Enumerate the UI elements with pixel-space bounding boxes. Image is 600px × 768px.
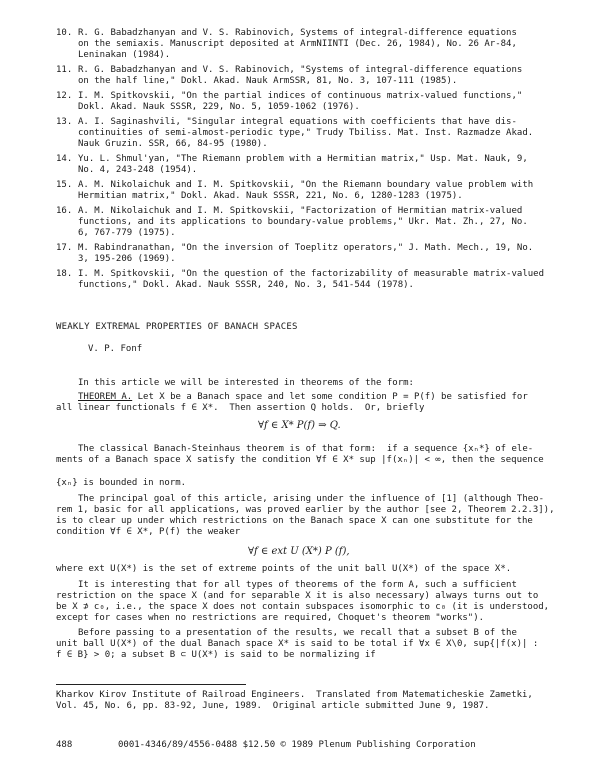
theorem-text: Let X be a Banach space and let some condition P = P(f) be satisfied for all linear functionals f ∈ X*. Then assertion Q holds. Or, briefly [56, 392, 528, 413]
reference-text: I. M. Spitkovskii, "On the partial indices of continuous matrix-valued functions," Dokl. Akad. Nauk SSSR, 229, No. 5, 1059-1062 (1976). [78, 91, 523, 112]
reference-text: I. M. Spitkovskii, "On the question of the factorizability of measurable matrix-valued functions," Dokl. Akad. Nauk SSSR, 240, No. 3, 541-544 (1978). [78, 269, 544, 290]
reference-text: A. M. Nikolaichuk and I. M. Spitkovskii, "Factorization of Hermitian matrix-valued functions, and its applications to boundary-value problems," Ukr. Mat. Zh., 27, No. 6, 767-779 (1975). [78, 206, 528, 238]
paragraph-restriction: It is interesting that for all types of theorems of the form A, such a sufficient restriction on the space X (and for separable X it is also necessary) always turns out to be X ⊅ c₀, i.e., the space X does not contain subspaces isomorphic to c₀ (it is understood, except for cases when no restrictions are required, Choquet's theorem "works"). [56, 580, 550, 623]
paragraph-extreme-points: where ext U(X*) is the set of extreme points of the unit ball U(X*) of the space X*. [56, 564, 512, 574]
theorem-a [56, 392, 576, 414]
copyright-line: 0001-4346/89/4556-0488 $12.50 © 1989 Plenum Publishing Corporation [118, 740, 476, 750]
reference-text: A. I. Saginashvili, "Singular integral equations with coefficients that have dis- continuities of semi-almost-periodic type," Trudy Tbiliss. Mat. Inst. Razmadze Akad. Nauk Gruzin. SSR, 66, 84-95 (1980). [78, 117, 534, 149]
reference-item [56, 65, 576, 87]
reference-item [56, 206, 576, 239]
reference-number: 11. [56, 65, 73, 75]
reference-text: Yu. L. Shmul'yan, "The Riemann problem with a Hermitian matrix," Usp. Mat. Nauk, 9, No. 4, 243-248 (1954). [78, 154, 528, 175]
reference-text: R. G. Babadzhanyan and V. S. Rabinovich, "Systems of integral-difference equations on the half line," Dokl. Akad. Nauk ArmSSR, 81, No. 3, 107-111 (1985). [78, 65, 523, 86]
reference-number: 12. [56, 91, 73, 101]
reference-item [56, 154, 576, 176]
reference-number: 15. [56, 180, 73, 190]
article-author: V. P. Fonf [88, 344, 143, 354]
reference-item [56, 91, 576, 113]
formula-ext: ∀f ∈ ext U (X*) P (f), [248, 546, 350, 557]
reference-text: R. G. Babadzhanyan and V. S. Rabinovich, Systems of integral-difference equations on the semiaxis. Manuscript deposited at ArmNIINTI (Dec. 26, 1984), No. 26 Ar-84, Leninakan (1984). [78, 28, 517, 60]
reference-number: 10. [56, 28, 73, 38]
footnote-rule [56, 684, 246, 685]
reference-number: 14. [56, 154, 73, 164]
reference-item [56, 180, 576, 202]
paragraph-total: Before passing to a presentation of the results, we recall that a subset B of the unit ball U(X*) of the dual Banach space X* is said to be total if ∀x ∈ X\0, sup{|f(x)| : f ∈ B} > 0; a subset B ⊂ U(X*) is said to be normalizing if [56, 628, 539, 660]
reference-number: 13. [56, 117, 73, 127]
reference-item [56, 28, 576, 61]
paragraph-goal: The principal goal of this article, arising under the influence of [1] (although Theo- rem 1, basic for all applications, was proved earlier by the author [see 2, Theorem 2.2.3]), is to clear up under which restrictions on the Banach space X can one substitute for the condition ∀f ∈ X*, P(f) the weaker [56, 494, 555, 537]
reference-item [56, 269, 576, 291]
reference-item [56, 117, 576, 150]
reference-text: M. Rabindranathan, "On the inversion of Toeplitz operators," J. Math. Mech., 19, No. 3, 195-206 (1969). [78, 243, 534, 264]
reference-number: 18. [56, 269, 73, 279]
page-number: 488 [56, 740, 73, 750]
reference-item [56, 243, 576, 265]
intro-paragraph: In this article we will be interested in theorems of the form: [78, 378, 414, 388]
article-title: WEAKLY EXTREMAL PROPERTIES OF BANACH SPACES [56, 322, 298, 332]
paragraph-banach-steinhaus: The classical Banach-Steinhaus theorem is of that form: if a sequence {xₙ*} of ele- ments of a Banach space X satisfy the condition ∀f ∈ X* sup |f(xₙ)| < ∞, then the sequence [56, 444, 544, 465]
theorem-label: THEOREM A. [78, 392, 133, 402]
formula-main: ∀f ∈ X* P(f) ⇒ Q. [258, 420, 341, 431]
footnote: Kharkov Kirov Institute of Railroad Engineers. Translated from Matematicheskie Zametki, Vol. 45, No. 6, pp. 83-92, June, 1989. Original article submitted June 9, 1987. [56, 690, 533, 711]
paragraph-bounded: {xₙ} is bounded in norm. [56, 478, 187, 488]
reference-number: 17. [56, 243, 73, 253]
reference-number: 16. [56, 206, 73, 216]
reference-list [56, 28, 576, 295]
reference-text: A. M. Nikolaichuk and I. M. Spitkovskii, "On the Riemann boundary value problem with Hermitian matrix," Dokl. Akad. Nauk SSSR, 221, No. 6, 1280-1283 (1975). [78, 180, 534, 201]
